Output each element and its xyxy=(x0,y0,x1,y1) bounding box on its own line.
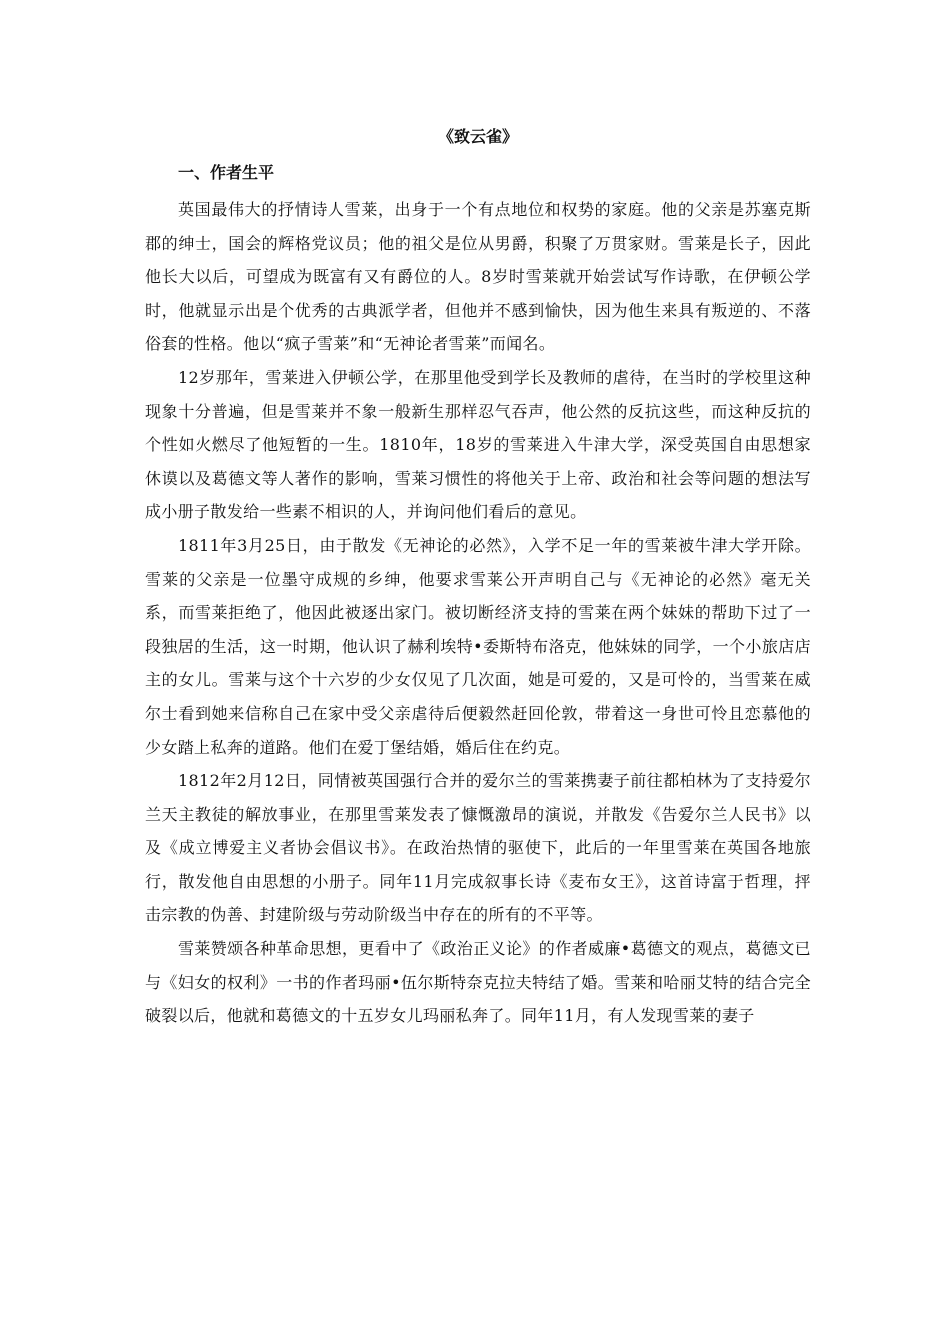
paragraph-4: 1812年2月12日，同情被英国强行合并的爱尔兰的雪莱携妻子前往都柏林为了支持爱尔兰天主教徒的解放事业，在那里雪莱发表了慷慨激昂的演说，并散发《告爱尔兰人民书》以及《成立博爱主义者协会倡议书》。在政治热情的驱使下，此后的一年里雪莱在英国各地旅行，散发他自由思想的小册子。同年11月完成叙事长诗《麦布女王》，这首诗富于哲理，抨击宗教的伪善、封建阶级与劳动阶级当中存在的所有的不平等。 xyxy=(145,771,811,925)
paragraph-2: 12岁那年，雪莱进入伊顿公学，在那里他受到学长及教师的虐待，在当时的学校里这种现象十分普遍，但是雪莱并不象一般新生那样忍气吞声，他公然的反抗这些，而这种反抗的个性如火燃尽了他短暂的一生。1810年，18岁的雪莱进入牛津大学，深受英国自由思想家休谟以及葛德文等人著作的影响，雪莱习惯性的将他关于上帝、政治和社会等问题的想法写成小册子散发给一些素不相识的人，并询问他们看后的意见。 xyxy=(145,367,811,522)
paragraph-1: 英国最伟大的抒情诗人雪莱，出身于一个有点地位和权势的家庭。他的父亲是苏塞克斯郡的绅士，国会的辉格党议员；他的祖父是位从男爵，积聚了万贯家财。雪莱是长子，因此他长大以后，可望成为既富有又有爵位的人。8岁时雪莱就开始尝试写作诗歌，在伊顿公学时，他就显示出是个优秀的古典派学者，但他并不感到愉快，因为他生来具有叛逆的、不落俗套的性格。他以“疯子雪莱”和“无神论者雪莱”而闻名。 xyxy=(145,200,811,354)
paragraph-5: 雪莱赞颂各种革命思想，更看中了《政治正义论》的作者威廉•葛德文的观点，葛德文已与《妇女的权利》一书的作者玛丽•伍尔斯特奈克拉夫特结了婚。雪莱和哈丽艾特的结合完全破裂以后，他就和葛德文的十五岁女儿玛丽私奔了。同年11月，有人发现雪莱的妻子 xyxy=(145,939,811,1026)
document-title: 《致云雀》 xyxy=(437,127,518,146)
document-body xyxy=(145,124,811,1033)
paragraph-3: 1811年3月25日，由于散发《无神论的必然》，入学不足一年的雪莱被牛津大学开除。雪莱的父亲是一位墨守成规的乡绅，他要求雪莱公开声明自己与《无神论的必然》毫无关系，而雪莱拒绝了，他因此被逐出家门。被切断经济支持的雪莱在两个妹妹的帮助下过了一段独居的生活，这一时期，他认识了赫利埃特•委斯特布洛克，他妹妹的同学，一个小旅店店主的女儿。雪莱与这个十六岁的少女仅见了几次面，她是可爱的，又是可怜的，当雪莱在威尔士看到她来信称自己在家中受父亲虐待后便毅然赶回伦敦，带着这一身世可怜且恋慕他的少女踏上私奔的道路。他们在爱丁堡结婚，婚后住在约克。 xyxy=(145,535,811,757)
section-heading: 一、作者生平 xyxy=(178,163,275,182)
